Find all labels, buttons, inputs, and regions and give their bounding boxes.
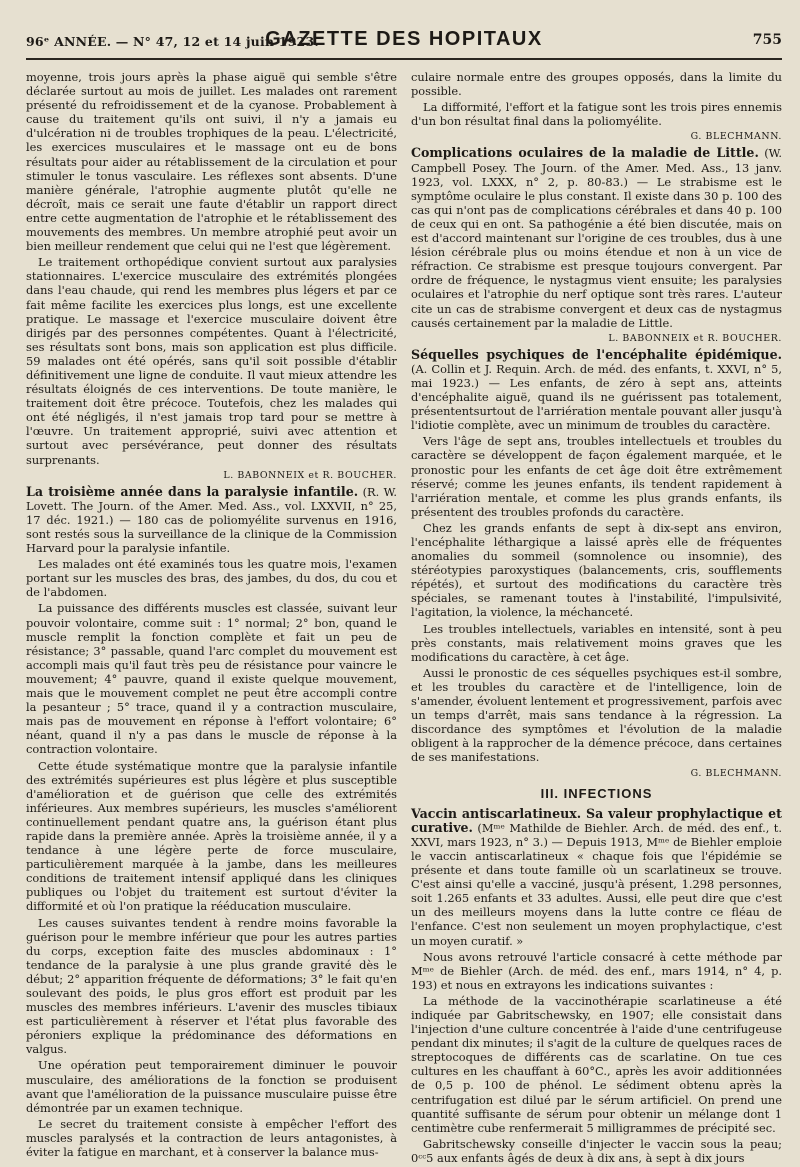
article-title: Vaccin antiscarlatineux. Sa valeur prophylactique et curative. [411,805,782,835]
text-columns [26,70,782,1167]
paragraph: Le secret du traitement consiste à empêcher l'effort des muscles paralysés et la contraction de leurs antagonistes, à éviter la fatigue en marchant, et à conserver la balance mus- [26,1116,397,1160]
article-lead [26,485,397,555]
page-number: 755 [752,32,782,48]
paragraph: Les malades ont été examinés tous les quatre mois, l'examen portant sur les muscles des bras, des jambes, du dos, du cou et de l'abdomen. [26,557,397,600]
article-lead [411,348,782,433]
paragraph: Aussi le pronostic de ces séquelles psychiques est-il sombre, et les troubles du caractère et de l'intelligence, loin de s'amender, évoluent lentement et progressivement, parfois avec un temps d'arrêt, mais sans tendance à la régression. La discordance des symptômes et l'évolution de la maladie obligent à la rapprocher de la démence précoce, dans certaines de ses manifestations. [411,665,782,765]
paragraph: Nous avons retrouvé l'article consacré à cette méthode par Mᵐᵉ de Biehler (Arch. de méd. des enf., mars 1914, n° 4, p. 193) et nous en extrayons les indications suivantes : [411,949,782,992]
paragraph: Les causes suivantes tendent à rendre moins favorable la guérison pour le membre inférieur que pour les autres parties du corps, exception faite des muscles abdominaux : 1° tendance de la paralysie à une plus grande gravité dès le début; 2° apparition fréquente de déformations; 3° le fait qu'en soulevant des poids, le plus gros effort est produit par les muscles des membres inférieurs. L'avenir des muscles tibiaux est particulièrement à réserver et l'état plus favorable des péroniers explique la prédominance des déformations en valgus. [26,915,397,1057]
article-reference: (R. W. Lovett. The Journ. of the Amer. Med. Ass., vol. LXXVII, n° 25, 17 déc. 1921.) — 180 cas de poliomyélite survenus en 1916, sont restés sous la surveillance de la clinique de la Commission Harvard pour la paralysie infantile. [26,484,398,556]
article-title: La troisième année dans la paralysie infantile. [26,483,359,499]
right-column [411,70,782,1167]
journal-title: GAZETTE DES HOPITAUX [265,28,543,50]
paragraph: Cette étude systématique montre que la paralysie infantile des extrémités supérieures est plus légère et plus susceptible d'amélioration et de guérison que celle des extrémités inférieures. Aux membres supérieurs, les muscles s'améliorent continuellement pendant quatre ans, la guérison étant plus rapide dans la première année. Après la troisième année, il y a tendance à une légère perte de force musculaire, particulièrement marquée à la jambe, dans les meilleures conditions de traitement intensif appliqué dans les cliniques publiques ou l'objet du traitement est surtout d'éviter la difformité et où l'on pratique la rééducation musculaire. [26,758,397,914]
paragraph: Chez les grands enfants de sept à dix-sept ans environ, l'encéphalite léthargique a laissé après elle de fréquentes anomalies du sommeil (somnolence ou insomnie), des stéréotypies paroxystiques (balancements, cris, soufflements répétés), et surtout des modifications du caractère très spéciales, se ramenant toutes à l'instabilité, l'impulsivité, l'agitation, la violence, la méchanceté. [411,520,782,620]
paragraph: Les troubles intellectuels, variables en intensité, sont à peu près constants, mais relativement moins graves que les modifications du caractère, à cet âge. [411,621,782,664]
paragraph: La puissance des différents muscles est classée, suivant leur pouvoir volontaire, comme suit : 1° normal; 2° bon, quand le muscle remplit la fonction complète et fait un peu de résistance; 3° passable, quand l'arc complet du mouvement est accompli mais qu'il faut très peu de résistance pour vaincre le mouvement; 4° pauvre, quand il existe quelque mouvement, mais que le mouvement complet ne peut être accompli contre la pesanteur ; 5° trace, quand il y a contraction musculaire, mais pas de mouvement en réponse à l'effort volontaire; 6° néant, quand il n'y a pas dans le muscle de réponse à la contraction volontaire. [26,601,397,757]
paragraph: Le traitement orthopédique convient surtout aux paralysies stationnaires. L'exercice musculaire des extrémités plongées dans l'eau chaude, qui rend les membres plus légers et par ce fait même facilite les exercices plus longs, est une excellente pratique. Le massage et l'exercice musculaire doivent être dirigés par des personnes compétentes. Quant à l'électricité, ses résultats sont bons, mais son application est plus difficile. 59 malades ont été opérés, sans qu'il soit possible d'établir définitivement une ligne de conduite. Il vaut mieux attendre les résultats éloignés de ces interventions. De toute manière, le traitement doit être précoce. Toutefois, chez les malades qui ont été négligés, il n'est jamais trop tard pour se mettre à l'œuvre. Un traitement approprié, suivi avec attention et surtout avec persévérance, peut donner des résultats surprenants. [26,255,397,467]
issue-info: 96ᵉ ANNÉE. — N° 47, 12 et 14 juin 1923. [26,34,319,49]
article-lead [411,146,782,329]
signature: L. BABONNEIX et R. BOUCHER. [223,469,397,481]
signature: G. BLECHMANN. [690,131,782,143]
article-reference: (Mᵐᵉ Mathilde de Biehler. Arch. de méd. des enf., t. XXVI, mars 1923, n° 3.) — Depuis 1913, Mᵐᵉ de Biehler emploie le vaccin antiscarlatineux « chaque fois que l'épidémie se présente et dans toute famille où un scarlatineux se trouve. C'est ainsi qu'elle a vacciné, jusqu'à présent, 1.298 personnes, soit 1.265 enfants et 33 adultes. Aussi, elle peut dire que c'est un des meilleurs moyens dans la lutte contre ce fléau de l'enfance. C'est non seulement un moyen prophylactique, c'est un moyen curatif. » [411,820,782,948]
article-reference: (A. Collin et J. Requin. Arch. de méd. des enfants, t. XXVI, n° 5, mai 1923.) — Les enfants, de zéro à sept ans, atteints d'encéphalite aiguë, quand ils ne guérissent pas totalement, présententsurtout de l'arriération mentale pouvant aller jusqu'à l'idiotie complète, avec un minimum de troubles du caractère. [411,361,782,433]
article-title: Séquelles psychiques de l'encéphalite épidémique. [411,346,782,362]
paragraph: Gabritschewsky conseille d'injecter le vaccin sous la peau; 0ᶜᶜ5 aux enfants âgés de deux à dix ans, à sept à dix jours [411,1136,782,1165]
paragraph: moyenne, trois jours après la phase aiguë qui semble s'être déclarée surtout au mois de juillet. Les malades ont rarement présenté du refroidissement et de la cyanose. Probablement à cause du traitement qu'ils ont suivi, il n'y a jamais eu d'ulcération ni de troubles trophiques de la peau. L'électricité, les exercices musculaires et le massage ont eu de bons résultats pour aider au rétablissement de la circulation et pour stimuler le tonus vasculaire. Les réflexes sont absents. D'une manière générale, l'atrophie augmente plutôt qu'elle ne décroît, mais ce serait une faute d'établir un rapport direct entre cette augmentation de l'atrophie et le rétablissement des mouvements des membres. Un membre atrophié peut avoir un bien meilleur rendement que celui qui ne l'est que légèrement. [26,70,397,254]
signature: L. BABONNEIX et R. BOUCHER. [608,332,782,344]
article-reference: (W. Campbell Posey. The Journ. of the Amer. Med. Ass., 13 janv. 1923, vol. LXXX, n° 2, p. 80-83.) — Le strabisme est le symptôme oculaire le plus constant. Il existe dans 30 p. 100 des cas qui n'ont pas de complications cérébrales et dans 40 p. 100 de ceux qui en ont. Sa pathogénie a été bien discutée, mais on est d'accord maintenant sur l'origine de ces troubles, dus à une lésion cérébrale plus ou moins étendue et non à un vice de réfraction. Ce strabisme est presque toujours convergent. Par ordre de fréquence, le nystagmus vient ensuite; les paralysies oculaires et l'atrophie du nerf optique sont très rares. L'auteur cite un cas de strabisme convergent et deux cas de nystagmus causés certainement par la maladie de Little. [411,146,783,330]
paragraph: La difformité, l'effort et la fatigue sont les trois pires ennemis d'un bon résultat final dans la poliomyélite. [411,100,782,129]
article-title: Complications oculaires de la maladie de Little. [411,145,759,161]
section-heading: III. INFECTIONS [540,785,653,801]
article-lead [411,807,782,948]
page-header [26,24,782,60]
paragraph: culaire normale entre des groupes opposés, dans la limite du possible. [411,70,782,99]
paragraph: La méthode de la vaccinothérapie scarlatineuse a été indiquée par Gabritschewsky, en 1907; elle consistait dans l'injection d'une culture concentrée à l'aide d'une centrifugeuse pendant dix minutes; il s'agit de la culture de quelques races de streptocoques de différents cas de scarlatine. On tue ces cultures en les chauffant à 60°C., après les avoir additionnées de 0,5 p. 100 de phénol. Le sédiment obtenu après la centrifugation est dilué par le sérum artificiel. On prend une quantité suffisante de sérum pour obtenir un mélange dont 1 centimètre cube renfermerait 5 milligrammes de précipité sec. [411,993,782,1135]
left-column [26,70,397,1167]
signature: G. BLECHMANN. [690,767,782,779]
paragraph: Vers l'âge de sept ans, troubles intellectuels et troubles du caractère se développent de façon également marquée, et le pronostic pour les enfants de cet âge doit être extrêmement réservé; comme les jeunes enfants, ils tendent rapidement à l'arriération mentale, et comme les plus grands enfants, ils présentent des troubles profonds du caractère. [411,434,782,519]
paragraph: Une opération peut temporairement diminuer le pouvoir musculaire, des améliorations de la fonction se produisent avant que l'amélioration de la puissance musculaire puisse être démontrée par un examen technique. [26,1058,397,1115]
